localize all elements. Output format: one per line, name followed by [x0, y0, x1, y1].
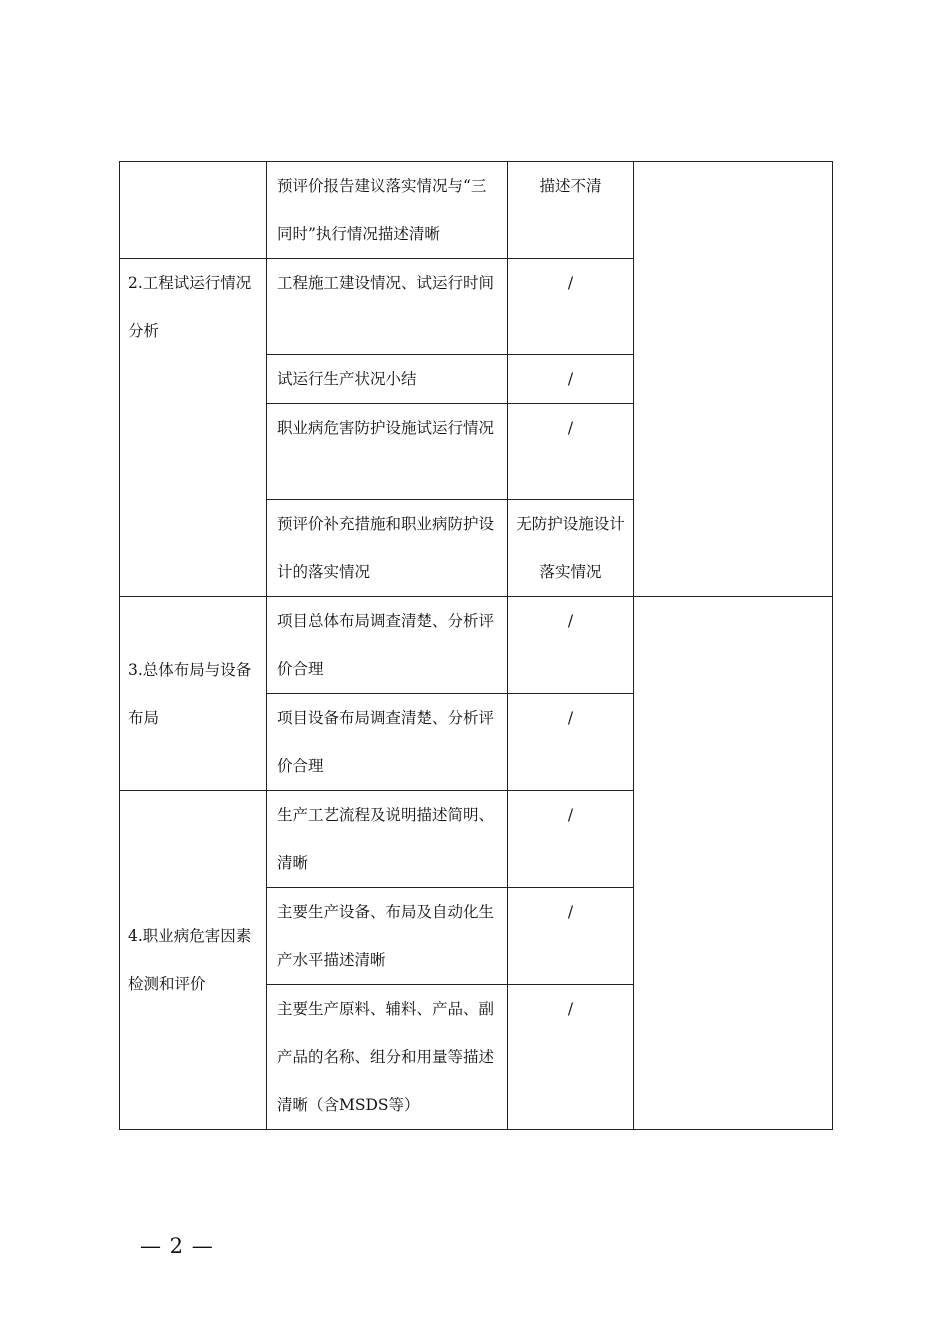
item-cell — [267, 259, 508, 355]
item-cell — [267, 694, 508, 791]
result-text: / — [567, 612, 574, 630]
result-text: / — [567, 370, 574, 388]
category-text: 2.工程试运行情况分析 — [128, 274, 252, 340]
result-cell — [508, 888, 634, 985]
result-cell — [508, 355, 634, 404]
result-cell — [508, 259, 634, 355]
category-cell-3 — [120, 597, 267, 791]
item-text: 试运行生产状况小结 — [277, 370, 417, 388]
result-cell — [508, 404, 634, 500]
result-text: / — [567, 419, 574, 437]
item-text: 工程施工建设情况、试运行时间 — [277, 274, 495, 292]
item-cell — [267, 985, 508, 1130]
result-text: / — [567, 1000, 574, 1018]
item-text: 主要生产原料、辅料、产品、副产品的名称、组分和用量等描述清晰（含MSDS等） — [277, 1000, 495, 1114]
result-cell — [508, 162, 634, 259]
result-text: 无防护设施设计落实情况 — [516, 515, 625, 581]
item-text: 项目总体布局调查清楚、分析评价合理 — [277, 612, 495, 678]
result-text: / — [567, 709, 574, 727]
item-text: 生产工艺流程及说明描述简明、清晰 — [277, 806, 495, 872]
result-cell — [508, 791, 634, 888]
result-cell — [508, 985, 634, 1130]
result-cell — [508, 597, 634, 694]
item-cell — [267, 597, 508, 694]
item-cell — [267, 162, 508, 259]
category-cell-empty — [120, 162, 267, 259]
remark-cell — [634, 597, 833, 1130]
item-text: 预评价报告建议落实情况与“三同时”执行情况描述清晰 — [277, 177, 487, 243]
category-cell-2 — [120, 259, 267, 597]
item-cell — [267, 500, 508, 597]
result-text: 描述不清 — [539, 177, 602, 195]
page-number: — 2 — — [140, 1234, 214, 1258]
item-cell — [267, 791, 508, 888]
item-text: 职业病危害防护设施试运行情况 — [277, 419, 495, 437]
category-text: 4.职业病危害因素检测和评价 — [128, 927, 252, 993]
result-text: / — [567, 903, 574, 921]
item-text: 预评价补充措施和职业病防护设计的落实情况 — [277, 515, 495, 581]
review-table — [119, 161, 833, 1130]
item-text: 项目设备布局调查清楚、分析评价合理 — [277, 709, 495, 775]
item-cell — [267, 404, 508, 500]
result-cell — [508, 500, 634, 597]
result-text: / — [567, 806, 574, 824]
category-text: 3.总体布局与设备布局 — [128, 660, 252, 727]
table-row — [120, 162, 833, 259]
table-row — [120, 597, 833, 694]
result-cell — [508, 694, 634, 791]
result-text: / — [567, 274, 574, 292]
item-cell — [267, 355, 508, 404]
item-cell — [267, 888, 508, 985]
remark-cell — [634, 162, 833, 597]
item-text: 主要生产设备、布局及自动化生产水平描述清晰 — [277, 903, 495, 969]
category-cell-4 — [120, 791, 267, 1130]
